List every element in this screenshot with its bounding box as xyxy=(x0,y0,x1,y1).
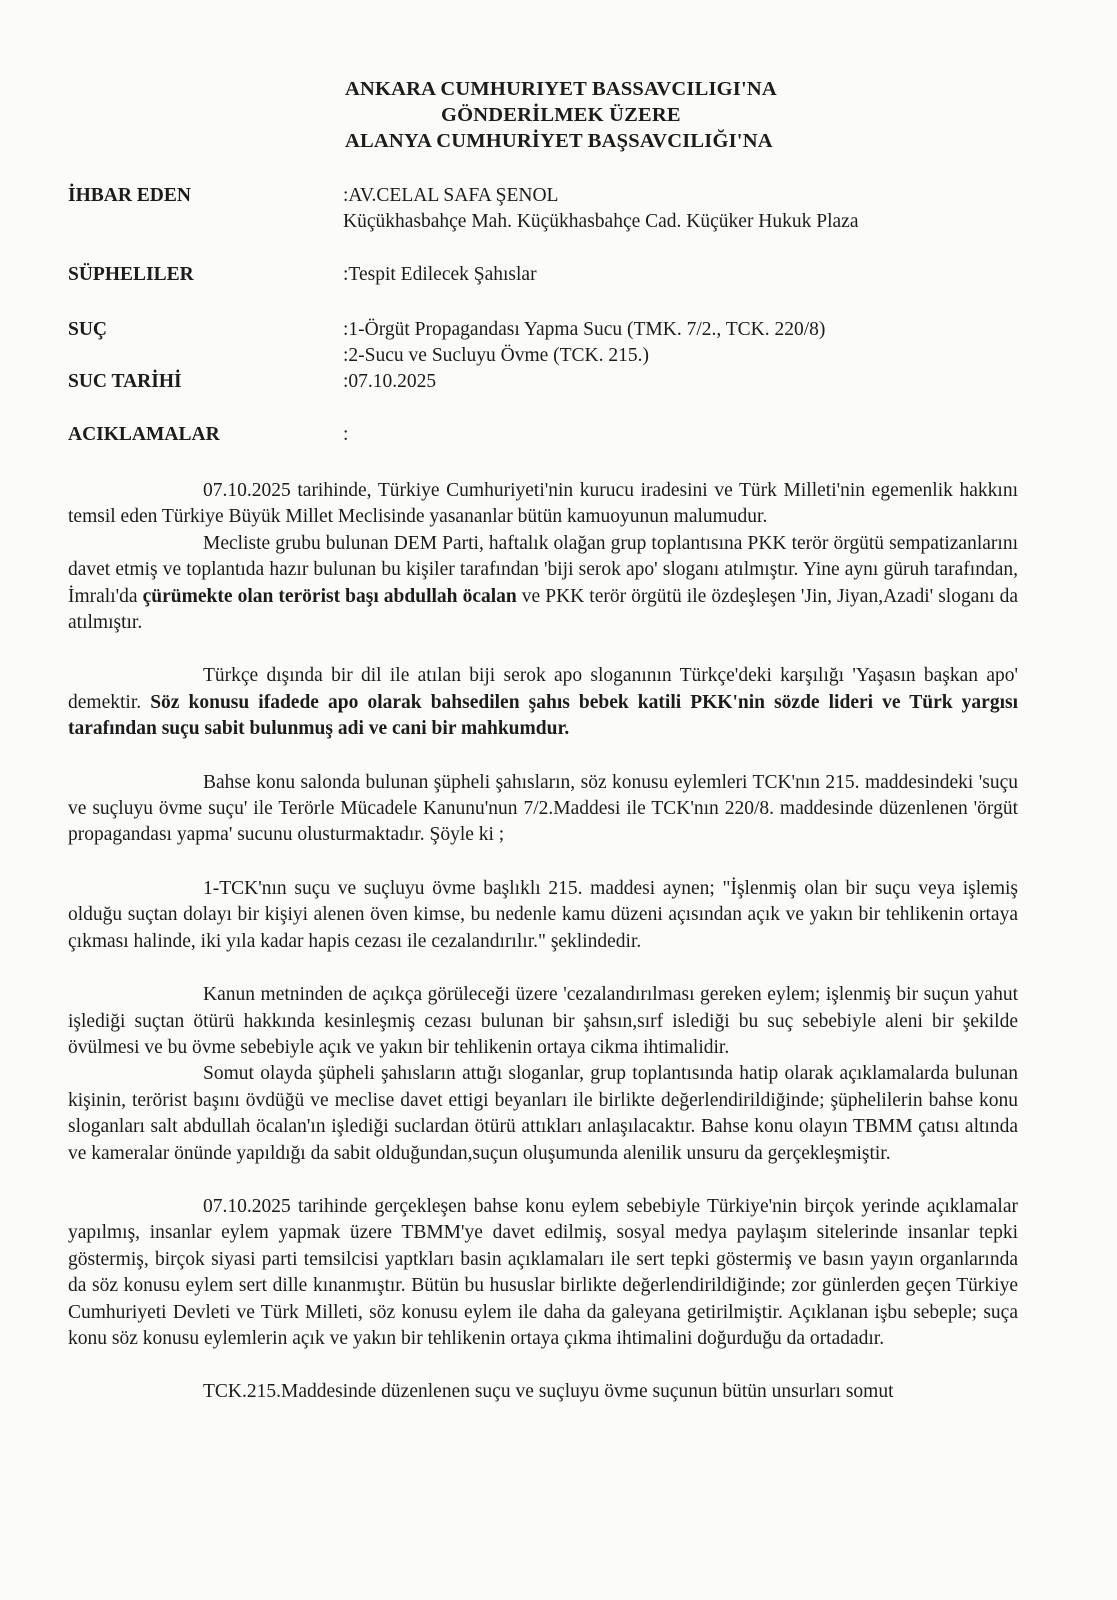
header-line-1: ANKARA CUMHURIYET BASSAVCILIGI'NA xyxy=(345,78,777,100)
paragraph-5: 1-TCK'nın suçu ve suçluyu övme başlıklı 215. maddesi aynen; "İşlenmiş olan bir suçu veya işlemiş olduğu suçtan dolayı bir kişiyi alenen öven kimse, bu nedenle kamu düzeni açısından açık ve yakın bir tehlikenin ortaya çıkması halinde, iki yıla kadar hapis cezası ile cezalandırılır." şeklindedir. xyxy=(68,877,1018,952)
paragraph-2-bold: çürümekte olan terörist başı abdullah öcalan xyxy=(142,585,517,607)
suc-tarihi-value: :07.10.2025 xyxy=(343,371,437,392)
supheliler-value: :Tespit Edilecek Şahıslar xyxy=(343,264,537,285)
paragraph-7: Somut olayda şüpheli şahısların attığı sloganlar, grup toplantısında hatip olarak açıklamalarda bulunan kişinin, terörist başını övdüğü ve meclise davet ettigi beyanları ile birlikte değerlendirildiğinde; şüphelilerin bahse konu sloganları salt abdullah öcalan'ın işlediği suclardan ötürü attıkları anlaşılacaktır. Bahse konu olayın TBMM çatısı altında ve kameralar önünde yapıldığı da sabit olduğundan,suçun oluşumunda alenilik unsuru da gerçekleşmiştir. xyxy=(68,1063,1018,1164)
paragraph-3 xyxy=(68,663,1018,742)
suc-label: SUÇ xyxy=(68,319,108,340)
suc-value xyxy=(343,317,1023,369)
suc-item-1: :1-Örgüt Propagandası Yapma Sucu (TMK. 7/2., TCK. 220/8) xyxy=(343,319,826,340)
paragraph-2 xyxy=(68,531,1018,637)
complainant-name: :AV.CELAL SAFA ŞENOL xyxy=(343,185,559,206)
paragraph-4: Bahse konu salonda bulunan şüpheli şahısların, söz konusu eylemleri TCK'nın 215. maddesindeki 'suçu ve suçluyu övme suçu' ile Terörle Mücadele Kanunu'nun 7/2.Maddesi ile TCK'nın 220/8. maddesinde düzenlenen 'örgüt propagandası yapma' sucunu olusturmaktadır. Şöyle ki ; xyxy=(68,771,1018,846)
paragraph-2-part-c: ve PKK terör örgütü ile özdeşleşen 'Jin, Jiyan,Azadi' sloganı da atılmıştır. xyxy=(68,585,1018,634)
document-body xyxy=(68,478,1018,1406)
aciklamalar-value: : xyxy=(343,424,349,445)
supheliler-label: SÜPHELILER xyxy=(68,264,194,285)
paragraph-3-bold: Söz konusu ifadede apo olarak bahsedilen şahıs bebek katili PKK'nin sözde lideri ve Türk yargısı tarafından suçu sabit bulunmuş adi ve cani bir mahkumdur. xyxy=(68,691,1018,740)
suc-tarihi-label: SUC TARİHİ xyxy=(68,371,182,392)
paragraph-9: TCK.215.Maddesinde düzenlenen suçu ve suçluyu övme suçunun bütün unsurları somut xyxy=(203,1381,894,1403)
ihbar-eden-value xyxy=(343,183,1023,235)
ihbar-eden-label: İHBAR EDEN xyxy=(68,185,191,206)
paragraph-6: Kanun metninden de açıkça görüleceği üzere 'cezalandırılması gereken eylem; işlenmiş bir suçun yahut işlediği suçtan ötürü hakkında kesinleşmiş cezası bulunan bir şahsın,sırf islediği bu suç sebebiyle aleni bir şekilde övülmesi ve bu övme sebebiyle açık ve yakın bir tehlikenin ortaya cikma ihtimalidir. xyxy=(68,984,1018,1058)
paragraph-8: 07.10.2025 tarihinde gerçekleşen bahse konu eylem sebebiyle Türkiye'nin birçok yerinde açıklamalar yapılmış, insanlar eylem yapmak üzere TBMM'ye davet edilmiş, sosyal medya paylaşım sitelerinde insanlar tepki göstermiş, birçok siyasi parti temsilcisi yaptkları basin açıklamaları ile sert tepki göstermiş ve basın yayın organlarında da söz konusu eylem sert dille kınanmıştır. Bütün bu hususlar birlikte değerlendirildiğinde; zor günlerden geçen Türkiye Cumhuriyeti Devleti ve Türk Milleti, söz konusu eylem ile daha da galeyana getirilmiştir. Açıklanan işbu sebeple; suça konu söz konusu eylemlerin açık ve yakın bir tehlikenin ortaya çıkma ihtimalini doğurduğu da ortadadır. xyxy=(68,1195,1018,1349)
suc-item-2: :2-Sucu ve Sucluyu Övme (TCK. 215.) xyxy=(343,345,650,366)
aciklamalar-label: ACIKLAMALAR xyxy=(68,424,220,445)
paragraph-1: 07.10.2025 tarihinde, Türkiye Cumhuriyeti'nin kurucu iradesini ve Türk Milleti'nin egemenlik hakkını temsil eden Türkiye Büyük Millet Meclisinde yasananlar bütün kamuoyunun malumudur. xyxy=(68,480,1018,528)
paragraph-2-part-a: Mecliste grubu bulunan DEM Parti, haftalık olağan grup toplantısına PKK terör örgütü sempatizanlarını davet etmiş ve toplantıda hazır bulunan bu kişiler tarafından 'biji serok apo' sloganı atılmıştır. Yine aynı güruh tarafından, İmralı'da xyxy=(68,532,1018,607)
addressee-header xyxy=(345,76,965,154)
paragraph-3-part-a: Türkçe dışında bir dil ile atılan biji serok apo sloganının Türkçe'deki karşılığı 'Yaşasın başkan apo' demektir. xyxy=(68,665,1018,713)
header-line-3: ALANYA CUMHURİYET BAŞSAVCILIĞI'NA xyxy=(345,130,773,152)
complainant-address: Küçükhasbahçe Mah. Küçükhasbahçe Cad. Küçüker Hukuk Plaza xyxy=(343,211,859,232)
header-line-2: GÖNDERİLMEK ÜZERE xyxy=(441,104,681,126)
